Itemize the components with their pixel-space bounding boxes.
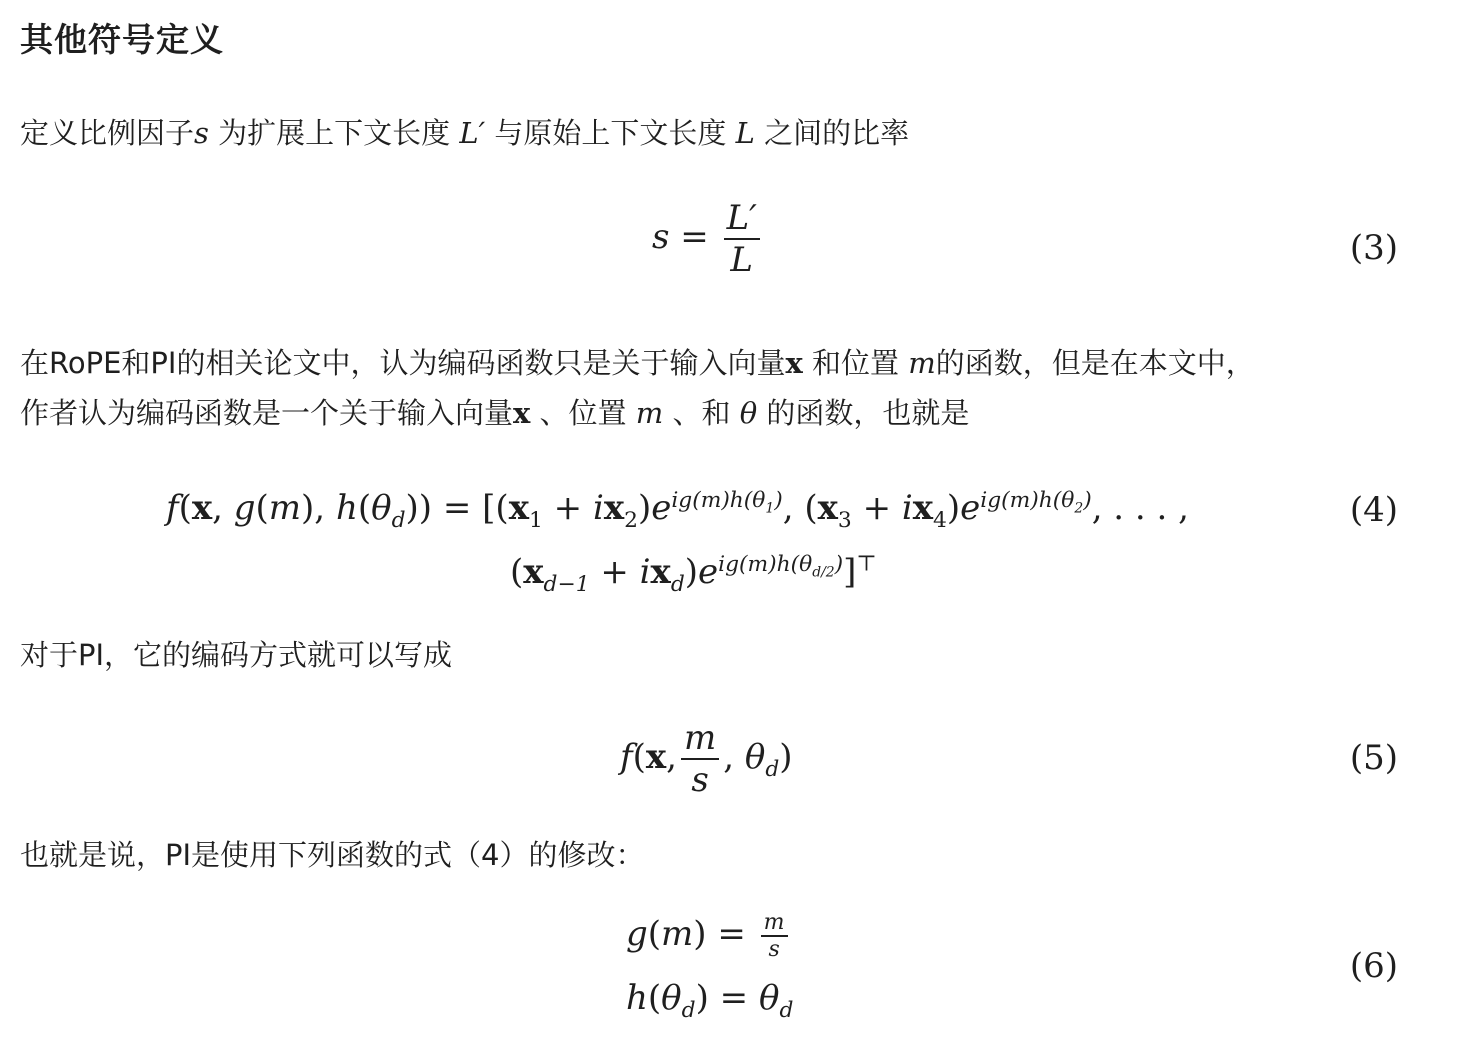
paragraph-line-2: 作者认为编码函数是一个关于输入向量x 、位置 m 、和 θ 的函数，也就是 — [20, 396, 970, 430]
fraction: $\frac{L'}{L}$ — [724, 198, 760, 280]
paragraph-encoding-function — [20, 338, 1255, 438]
equation-number-4: (4) — [1349, 490, 1398, 530]
equation-6-line-1: g(m) = $\frac{m}{s}$ — [626, 910, 792, 962]
section-heading: 其他符号定义 — [20, 20, 224, 59]
equation-number-3: (3) — [1349, 228, 1398, 268]
paragraph-scale-factor: 定义比例因子s 为扩展上下文长度 L′ 与原始上下文长度 L 之间的比率 — [20, 116, 910, 150]
equation-6-line-2: $h(\theta_d) = \theta_d$ — [626, 978, 794, 1023]
equation-4-line-1: f(x, g(m), $h(\theta_d)) = [(x_1 + ix_2)e^{ig(m)h(\theta_1)}$, $(x_3 + ix_4)e^{ig(m)h(\theta_2)}$, . . . , — [166, 487, 1189, 533]
equation-5: f(x, $\frac{m}{s}$ , $\theta_d$) — [620, 718, 793, 800]
equation-4-line-2: $(x_{d-1} + ix_d)e^{ig(m)h(\theta_{d/2})}]^⊤$ — [510, 551, 877, 597]
paragraph-pi-modification: 也就是说，PI是使用下列函数的式（4）的修改： — [20, 838, 645, 872]
paragraph-line-1: 在RoPE和PI的相关论文中，认为编码函数只是关于输入向量x 和位置 m的函数，但是在本文中， — [20, 346, 1255, 380]
paragraph-pi-encoding: 对于PI，它的编码方式就可以写成 — [20, 638, 453, 672]
equation-3: s = $\frac{L'}{L}$ — [652, 198, 764, 280]
fraction: $\frac{m}{s}$ — [761, 910, 788, 962]
equation-number-5: (5) — [1349, 738, 1398, 778]
equation-number-6: (6) — [1349, 946, 1398, 986]
fraction: $\frac{m}{s}$ — [681, 718, 719, 800]
